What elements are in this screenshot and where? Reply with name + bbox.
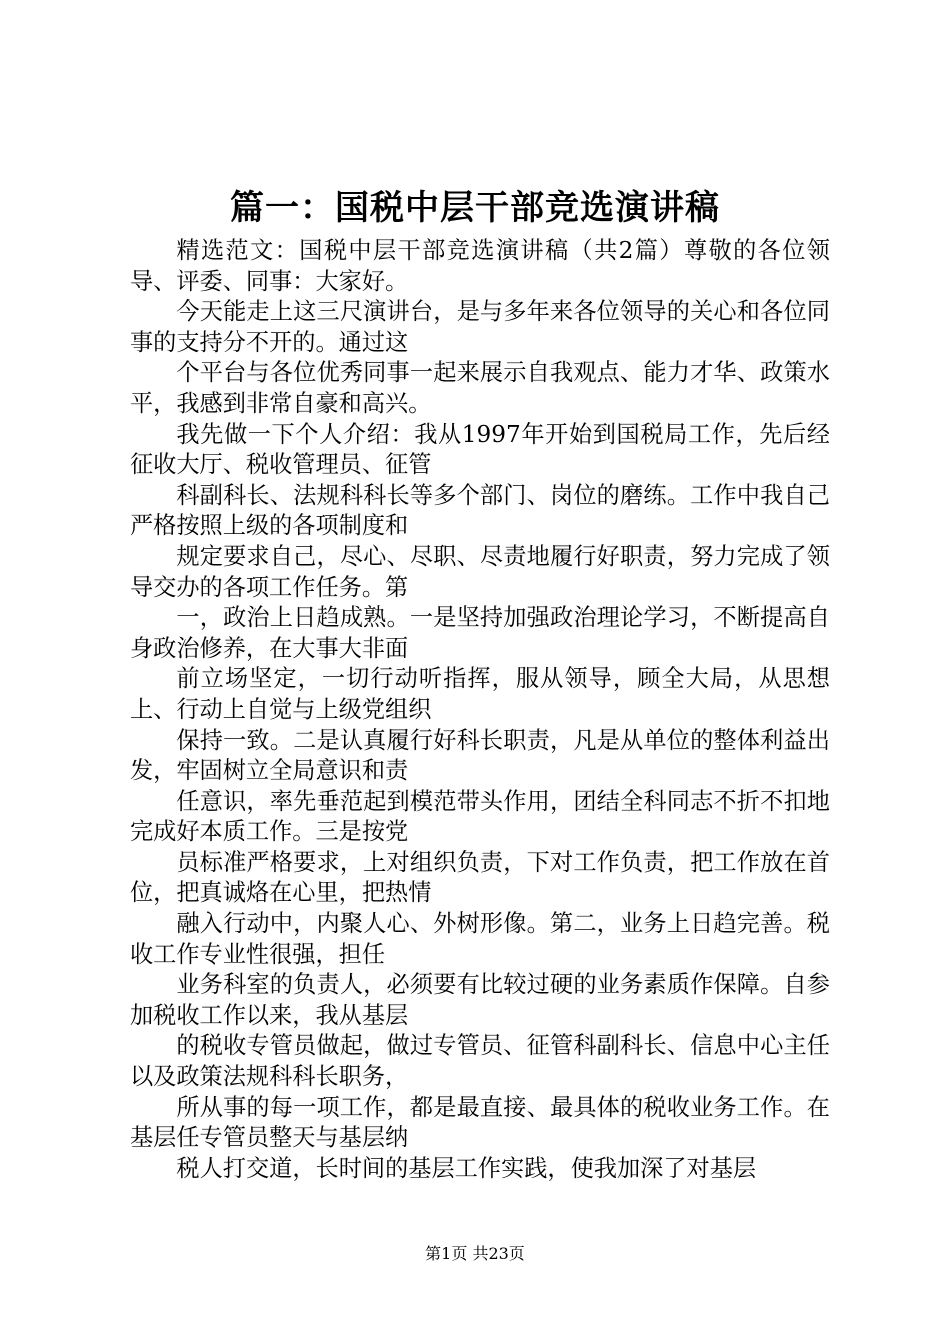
paragraph: 业务科室的负责人，必须要有比较过硬的业务素质作保障。自参加税收工作以来，我从基层 bbox=[130, 971, 830, 1029]
paragraph: 税人打交道，长时间的基层工作实践，使我加深了对基层 bbox=[176, 1154, 757, 1182]
paragraph: 科副科长、法规科科长等多个部门、岗位的磨练。工作中我自己严格按照上级的各项制度和 bbox=[130, 481, 830, 540]
paragraph: 今天能走上这三尺演讲台，是与多年来各位领导的关心和各位同事的支持分不开的。通过这 bbox=[130, 298, 830, 356]
page-number: 第1页 共23页 bbox=[425, 1244, 525, 1263]
paragraph: 所从事的每一项工作，都是最直接、最具体的税收业务工作。在基层任专管员整天与基层纳 bbox=[130, 1093, 830, 1152]
paragraph: 员标准严格要求，上对组织负责，下对工作负责，把工作放在首位，把真诚烙在心里，把热情 bbox=[130, 848, 830, 907]
paragraph: 融入行动中，内聚人心、外树形像。第二，业务上日趋完善。税收工作专业性很强，担任 bbox=[130, 910, 830, 968]
paragraph: 任意识，率先垂范起到模范带头作用，团结全科同志不折不扣地完成好本质工作。三是按党 bbox=[130, 787, 830, 846]
paragraph: 个平台与各位优秀同事一起来展示自我观点、能力才华、政策水平，我感到非常自豪和高兴。 bbox=[130, 359, 830, 417]
paragraph: 的税收专管员做起，做过专管员、征管科副科长、信息中心主任以及政策法规科科长职务， bbox=[130, 1032, 830, 1091]
paragraph: 保持一致。二是认真履行好科长职责，凡是从单位的整体利益出发，牢固树立全局意识和责 bbox=[130, 726, 830, 785]
paragraph: 精选范文：国税中层干部竞选演讲稿（共2篇）尊敬的各位领导、评委、同事：大家好。 bbox=[130, 237, 830, 295]
document-title: 篇一：国税中层干部竞选演讲稿 bbox=[230, 188, 720, 228]
paragraph: 规定要求自己，尽心、尽职、尽责地履行好职责，努力完成了领导交办的各项工作任务。第 bbox=[130, 542, 830, 601]
document-body bbox=[130, 236, 830, 1184]
paragraph: 我先做一下个人介绍：我从1997年开始到国税局工作，先后经征收大厅、税收管理员、征管 bbox=[130, 420, 830, 479]
paragraph: 一，政治上日趋成熟。一是坚持加强政治理论学习，不断提高自身政治修养，在大事大非面 bbox=[130, 604, 830, 662]
paragraph: 前立场坚定，一切行动听指挥，服从领导，顾全大局，从思想上、行动上自觉与上级党组织 bbox=[130, 665, 830, 723]
